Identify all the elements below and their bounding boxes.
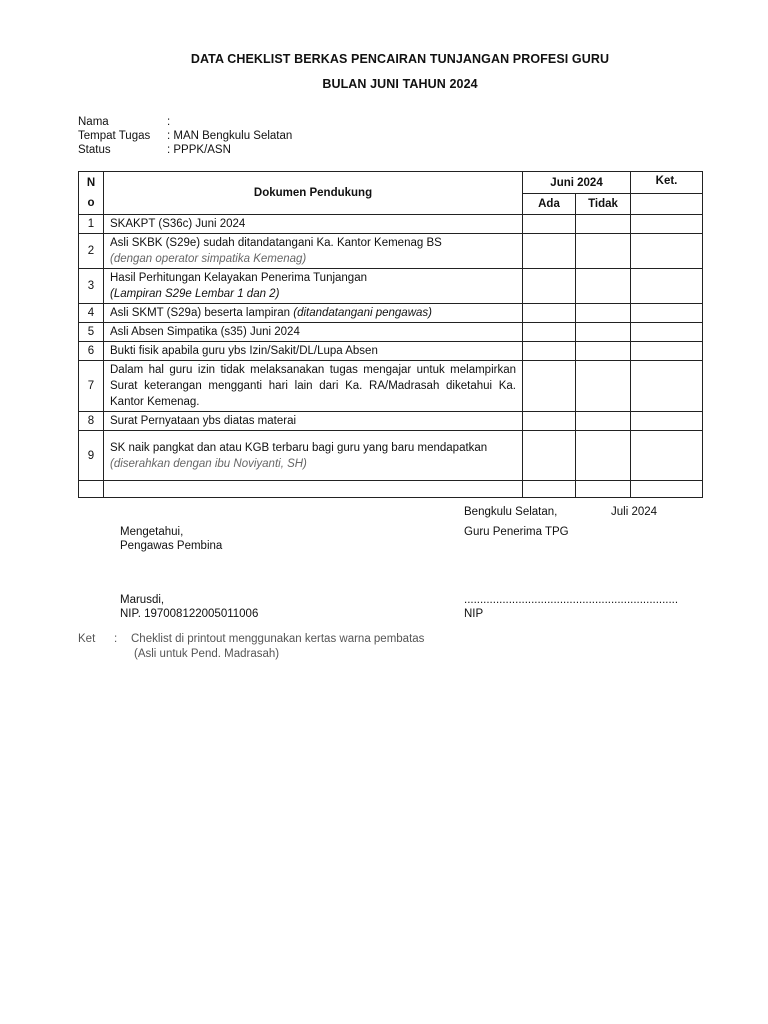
table-row [79, 412, 703, 431]
row-text [104, 304, 523, 323]
table-row [79, 234, 703, 269]
ada-cell[interactable] [523, 361, 576, 412]
row-main-text: SK naik pangkat dan atau KGB terbaru bagi guru yang baru mendapatkan [110, 441, 488, 454]
header-ada: Ada [523, 194, 576, 215]
tidak-cell[interactable] [576, 304, 631, 323]
pengawas-label: Pengawas Pembina [120, 540, 223, 552]
row-main-text: Asli SKBK (S29e) sudah ditandatangani Ka. Kantor Kemenag BS [110, 237, 442, 249]
ada-cell[interactable] [523, 481, 576, 498]
tempat-tugas-label: Tempat Tugas [78, 130, 151, 142]
row-text: Bukti fisik apabila guru ybs Izin/Sakit/DL/Lupa Absen [104, 342, 523, 361]
tempat-tugas-value: : MAN Bengkulu Selatan [167, 130, 293, 142]
table-row-empty [79, 481, 703, 498]
row-text [104, 481, 523, 498]
table-row [79, 323, 703, 342]
tidak-cell[interactable] [576, 412, 631, 431]
row-number: 8 [79, 412, 104, 431]
header-ket-empty [631, 194, 703, 215]
row-number: 6 [79, 342, 104, 361]
ket-cell[interactable] [631, 481, 703, 498]
ket-label: Ket [78, 633, 96, 645]
signer-nip: NIP. 197008122005011006 [120, 608, 259, 620]
month-year: Juli 2024 [611, 506, 658, 518]
ada-cell[interactable] [523, 304, 576, 323]
row-note: (dengan operator simpatika Kemenag) [110, 253, 307, 265]
row-text: Asli Absen Simpatika (s35) Juni 2024 [104, 323, 523, 342]
row-text: SKAKPT (S36c) Juni 2024 [104, 215, 523, 234]
header-month: Juni 2024 [523, 172, 631, 194]
status-label: Status [78, 144, 111, 156]
ket-cell[interactable] [631, 304, 703, 323]
ket-cell[interactable] [631, 234, 703, 269]
nama-value: : [167, 116, 171, 128]
status-value: : PPPK/ASN [167, 144, 231, 156]
header-no: N o [79, 172, 104, 215]
row-number: 3 [79, 269, 104, 304]
row-note: (ditandatangani pengawas) [293, 307, 432, 319]
tidak-cell[interactable] [576, 323, 631, 342]
table-row [79, 304, 703, 323]
tidak-cell[interactable] [576, 481, 631, 498]
row-text: Dalam hal guru izin tidak melaksanakan tugas mengajar untuk melampirkan Surat keterangan mengganti hari lain dari Ka. RA/Madrasah diketahui Ka. Kantor Kemenag. [104, 361, 523, 412]
header-tidak: Tidak [576, 194, 631, 215]
ket-note-line2: (Asli untuk Pend. Madrasah) [134, 648, 280, 660]
ada-cell[interactable] [523, 215, 576, 234]
table-header-row [79, 172, 703, 194]
table-row [79, 269, 703, 304]
row-main-text: Hasil Perhitungan Kelayakan Penerima Tunjangan [110, 272, 367, 284]
ada-cell[interactable] [523, 269, 576, 304]
row-text [104, 269, 523, 304]
guru-penerima-label: Guru Penerima TPG [464, 526, 569, 538]
row-number: 4 [79, 304, 104, 323]
ada-cell[interactable] [523, 342, 576, 361]
header-dokumen: Dokumen Pendukung [104, 172, 523, 215]
ket-cell[interactable] [631, 342, 703, 361]
row-text: Surat Pernyataan ybs diatas materai [104, 412, 523, 431]
row-number [79, 481, 104, 498]
ket-cell[interactable] [631, 361, 703, 412]
ket-cell[interactable] [631, 412, 703, 431]
document-title: DATA CHEKLIST BERKAS PENCAIRAN TUNJANGAN PROFESI GURU [190, 52, 610, 66]
checklist-table [78, 171, 703, 498]
ket-colon: : [114, 633, 118, 645]
table-row [79, 215, 703, 234]
ket-note-line1: Cheklist di printout menggunakan kertas warna pembatas [131, 633, 425, 645]
row-number: 9 [79, 431, 104, 481]
tidak-cell[interactable] [576, 342, 631, 361]
signature-line: ................................................................... [464, 594, 679, 606]
ket-cell[interactable] [631, 215, 703, 234]
row-note: (Lampiran S29e Lembar 1 dan 2) [110, 288, 280, 300]
row-number: 1 [79, 215, 104, 234]
tidak-cell[interactable] [576, 234, 631, 269]
ada-cell[interactable] [523, 431, 576, 481]
header-ket: Ket. [631, 172, 703, 194]
place-date: Bengkulu Selatan, [464, 506, 558, 518]
table-row [79, 342, 703, 361]
ket-cell[interactable] [631, 269, 703, 304]
ket-cell[interactable] [631, 431, 703, 481]
row-text [104, 234, 523, 269]
mengetahui-label: Mengetahui, [120, 526, 184, 538]
tidak-cell[interactable] [576, 215, 631, 234]
table-row [79, 361, 703, 412]
tidak-cell[interactable] [576, 361, 631, 412]
row-number: 7 [79, 361, 104, 412]
ket-cell[interactable] [631, 323, 703, 342]
ada-cell[interactable] [523, 323, 576, 342]
document-subtitle: BULAN JUNI TAHUN 2024 [322, 77, 478, 91]
row-note: (diserahkan dengan ibu Noviyanti, SH) [110, 457, 307, 470]
tidak-cell[interactable] [576, 269, 631, 304]
nama-label: Nama [78, 116, 109, 128]
table-row [79, 431, 703, 481]
signer-name: Marusdi, [120, 594, 165, 606]
tidak-cell[interactable] [576, 431, 631, 481]
ada-cell[interactable] [523, 412, 576, 431]
row-number: 2 [79, 234, 104, 269]
row-main-text: Asli SKMT (S29a) beserta lampiran [110, 307, 294, 319]
row-number: 5 [79, 323, 104, 342]
row-text [104, 431, 523, 481]
guru-nip-label: NIP [464, 608, 484, 620]
ada-cell[interactable] [523, 234, 576, 269]
